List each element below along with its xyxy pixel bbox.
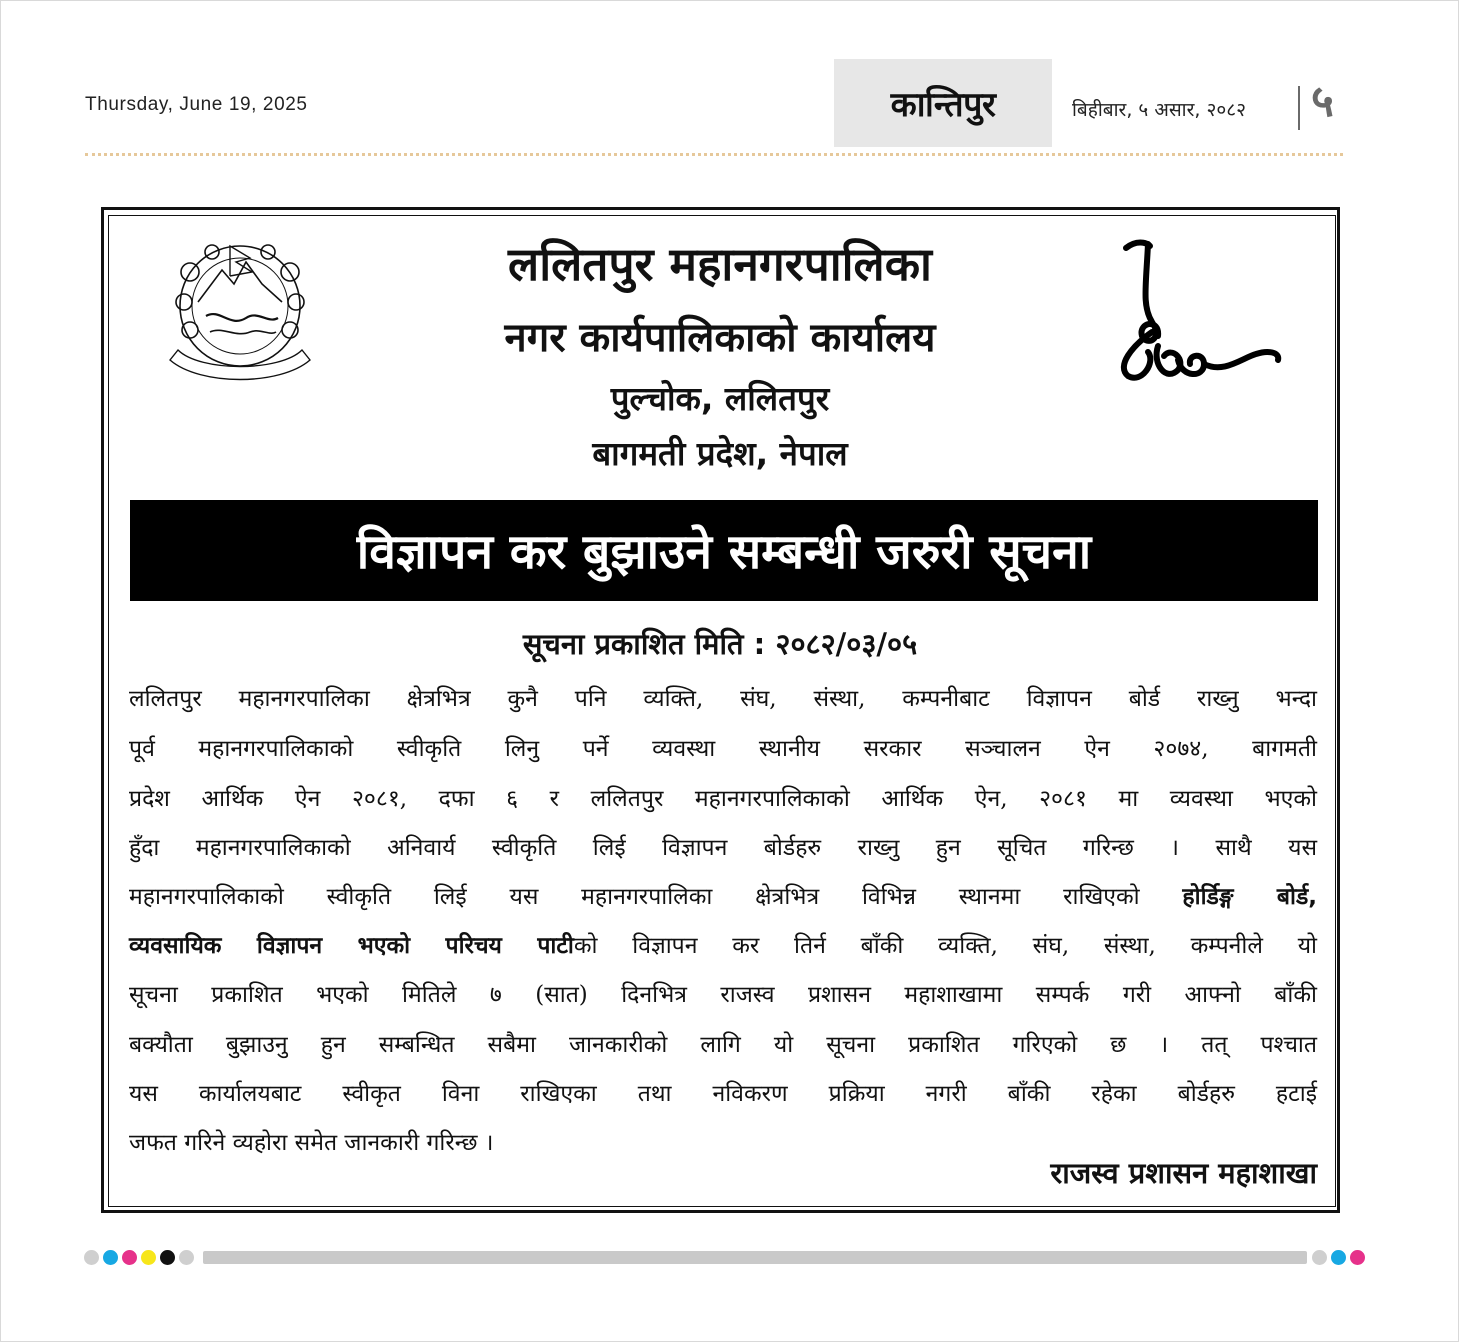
header-rule	[85, 153, 1343, 156]
office-address: पुल्चोक, ललितपुर	[610, 379, 830, 418]
registration-dot	[1312, 1250, 1327, 1265]
body-line-6	[129, 931, 1317, 961]
nepal-emblem-icon	[160, 232, 320, 387]
masthead-text: कान्तिपुर	[890, 85, 996, 125]
notice-title: विज्ञापन कर बुझाउने सम्बन्धी जरुरी सूचना	[356, 524, 1092, 580]
body-line-7: सूचना प्रकाशित भएको मितिले ७ (सात) दिनभित्र राजस्व प्रशासन महाशाखामा सम्पर्क गरी आफ्नो बाँकी	[129, 982, 1317, 1008]
color-registration-bar	[84, 1248, 1360, 1268]
notice-title-band	[130, 500, 1318, 601]
body-line-5-bold: होर्डिङ्ग बोर्ड,	[1182, 884, 1318, 910]
body-line-5-text: महानगरपालिकाको स्वीकृति लिई यस महानगरपालिका क्षेत्रभित्र विभिन्न स्थानमा राखिएको	[129, 884, 1140, 910]
body-line-2: पूर्व महानगरपालिकाको स्वीकृति लिनु पर्ने व्यवस्था स्थानीय सरकार सञ्चालन ऐन २०७४, बागमती	[129, 736, 1317, 762]
registration-dot	[103, 1250, 118, 1265]
body-line-5	[129, 882, 1317, 912]
body-line-8: बक्यौता बुझाउनु हुन सम्बन्धित सबैमा जानकारीको लागि यो सूचना प्रकाशित गरिएको छ । तत् पश्चात	[129, 1032, 1317, 1058]
municipality-name: ललितपुर महानगरपालिका	[508, 237, 932, 291]
signature-icon	[1112, 236, 1284, 386]
signatory-office: राजस्व प्रशासन महाशाखा	[1050, 1156, 1317, 1190]
registration-dot	[179, 1250, 194, 1265]
body-line-1: ललितपुर महानगरपालिका क्षेत्रभित्र कुनै पनि व्यक्ति, संघ, संस्था, कम्पनीबाट विज्ञापन बोर्ड राख्नु भन्दा	[129, 686, 1317, 712]
english-date: Thursday, June 19, 2025	[85, 94, 308, 115]
registration-dot	[122, 1250, 137, 1265]
masthead-logo	[834, 59, 1052, 147]
page-number: ५	[1311, 76, 1334, 127]
body-line-9: यस कार्यालयबाट स्वीकृत विना राखिएका तथा नविकरण प्रक्रिया नगरी बाँकी रहेका बोर्डहरु हटाई	[129, 1081, 1317, 1107]
body-line-6-bold: व्यवसायिक विज्ञापन भएको परिचय पाटी	[129, 933, 574, 959]
registration-dot	[160, 1250, 175, 1265]
publish-date: सूचना प्रकाशित मिति : २०८२/०३/०५	[522, 627, 918, 661]
body-line-10: जफत गरिने व्यहोरा समेत जानकारी गरिन्छ ।	[129, 1130, 494, 1156]
page-separator	[1298, 86, 1300, 130]
registration-dot	[1331, 1250, 1346, 1265]
body-line-4: हुँदा महानगरपालिकाको अनिवार्य स्वीकृति लिई विज्ञापन बोर्डहरु राख्नु हुन सूचित गरिन्छ । साथै यस	[129, 835, 1317, 861]
registration-dot	[141, 1250, 156, 1265]
office-name: नगर कार्यपालिकाको कार्यालय	[504, 315, 936, 361]
nepali-date: बिहीबार, ५ असार, २०८२	[1072, 99, 1246, 121]
registration-dot	[84, 1250, 99, 1265]
registration-dot	[1350, 1250, 1365, 1265]
body-line-6-text: को विज्ञापन कर तिर्न बाँकी व्यक्ति, संघ, संस्था, कम्पनीले यो	[573, 933, 1317, 959]
body-line-3: प्रदेश आर्थिक ऐन २०८१, दफा ६ र ललितपुर महानगरपालिकाको आर्थिक ऐन, २०८१ मा व्यवस्था भएको	[129, 786, 1317, 812]
office-province: बागमती प्रदेश, नेपाल	[592, 434, 848, 473]
